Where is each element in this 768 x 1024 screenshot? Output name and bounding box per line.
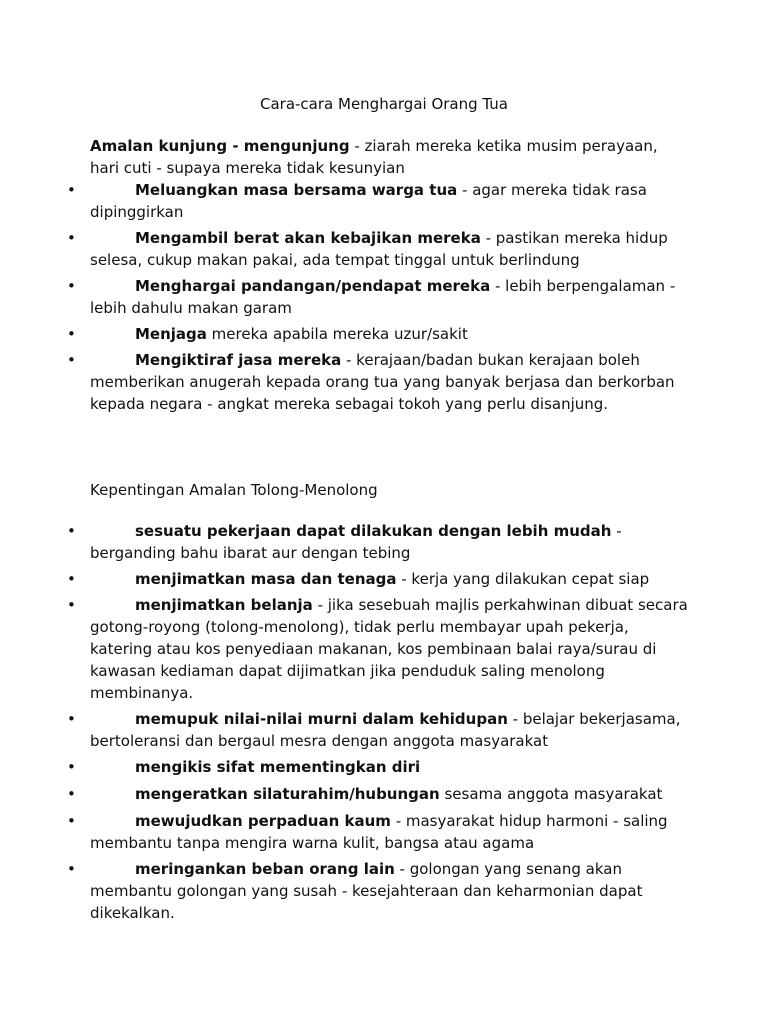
list-item [0, 227, 690, 271]
bullet-icon: • [67, 277, 76, 295]
item-text: mereka apabila mereka uzur/sakit [206, 325, 468, 343]
item-bold: sesuatu pekerjaan dapat dilakukan dengan lebih mudah [135, 522, 612, 540]
item-bold: meringankan beban orang lain [135, 860, 395, 878]
item-bold: Meluangkan masa bersama warga tua [135, 181, 458, 199]
item-bold: memupuk nilai-nilai murni dalam kehidupan [135, 710, 508, 728]
item-text: - kerja yang dilakukan cepat siap [396, 570, 650, 588]
list-item [0, 756, 690, 778]
item-bold: menjimatkan belanja [135, 596, 313, 614]
section-heading: Kepentingan Amalan Tolong-Menolong [90, 481, 378, 499]
item-text: - agar mereka tidak rasa dipinggirkan [90, 181, 647, 221]
item-bold: Mengiktiraf jasa mereka [135, 351, 342, 369]
item-text: - berganding bahu ibarat aur dengan tebing [90, 522, 622, 562]
item-text: - pastikan mereka hidup selesa, cukup makan pakai, ada tempat tinggal untuk berlindung [90, 229, 668, 269]
list-item [0, 568, 690, 590]
bullet-icon: • [67, 710, 76, 728]
item-bold: mengikis sifat mementingkan diri [135, 758, 421, 776]
intro-paragraph [90, 135, 690, 179]
list-item [0, 179, 690, 223]
item-text: - masyarakat hidup harmoni - saling membantu tanpa mengira warna kulit, bangsa atau agama [90, 812, 668, 852]
item-bold: menjimatkan masa dan tenaga [135, 570, 397, 588]
list-item [0, 708, 690, 752]
list-mutual-help [0, 520, 768, 924]
bullet-icon: • [67, 325, 76, 343]
item-text: - belajar bekerjasama, bertoleransi dan bergaul mesra dengan anggota masyarakat [90, 710, 681, 750]
item-bold: mengeratkan silaturahim/hubungan [135, 785, 440, 803]
document-title: Cara-cara Menghargai Orang Tua [260, 95, 508, 113]
bullet-icon: • [67, 351, 76, 369]
list-item [0, 594, 690, 704]
intro-text: - ziarah mereka ketika musim perayaan, hari cuti - supaya mereka tidak kesunyian [90, 137, 658, 177]
bullet-icon: • [67, 596, 76, 614]
item-text: sesama anggota masyarakat [439, 785, 663, 803]
intro-bold: Amalan kunjung - mengunjung [90, 137, 350, 155]
list-item [0, 858, 690, 924]
item-text: - lebih berpengalaman - lebih dahulu makan garam [90, 277, 676, 317]
list-item [0, 323, 690, 345]
list-item [0, 810, 690, 854]
item-bold: Menghargai pandangan/pendapat mereka [135, 277, 491, 295]
item-bold: mewujudkan perpaduan kaum [135, 812, 391, 830]
list-item [0, 349, 690, 415]
bullet-icon: • [67, 860, 76, 878]
list-item [0, 275, 690, 319]
bullet-icon: • [67, 812, 76, 830]
list-appreciation [0, 179, 768, 415]
list-item [0, 520, 690, 564]
bullet-icon: • [67, 570, 76, 588]
bullet-icon: • [67, 522, 76, 540]
bullet-icon: • [67, 785, 76, 803]
item-text: - golongan yang senang akan membantu golongan yang susah - kesejahteraan dan keharmonian dapat dikekalkan. [90, 860, 643, 922]
bullet-icon: • [67, 758, 76, 776]
item-text: - jika sesebuah majlis perkahwinan dibuat secara gotong-royong (tolong-menolong), tidak perlu membayar upah pekerja, katering atau kos penyediaan makanan, kos pembinaan balai raya/surau di kawasan kediaman dapat dijimatkan jika penduduk saling menolong membinanya. [90, 596, 688, 702]
bullet-icon: • [67, 229, 76, 247]
item-bold: Mengambil berat akan kebajikan mereka [135, 229, 481, 247]
item-text: - kerajaan/badan bukan kerajaan boleh memberikan anugerah kepada orang tua yang banyak berjasa dan berkorban kepada negara - angkat mereka sebagai tokoh yang perlu disanjung. [90, 351, 675, 413]
bullet-icon: • [67, 181, 76, 199]
list-item [0, 783, 690, 805]
item-bold: Menjaga [135, 325, 207, 343]
